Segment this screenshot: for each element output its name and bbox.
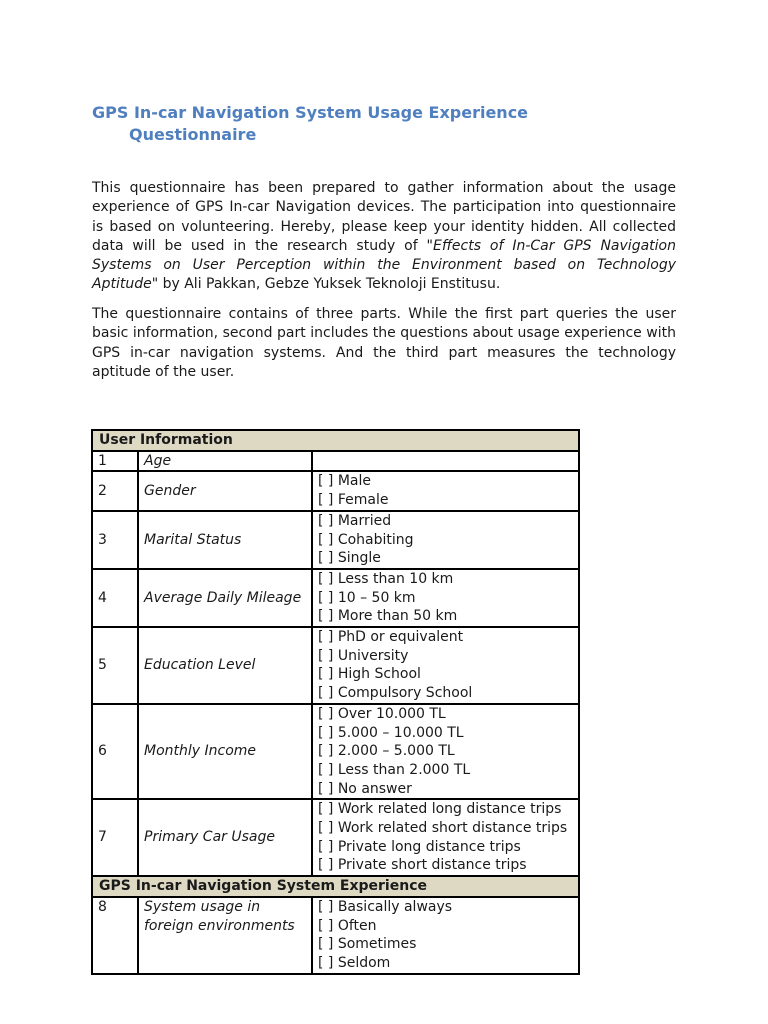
question-row (92, 451, 579, 472)
answer-options (312, 897, 579, 974)
answer-options (312, 471, 579, 510)
answer-options (312, 799, 579, 876)
answer-option-checkbox[interactable]: [ ] Over 10.000 TL (318, 705, 446, 722)
question-label: Average Daily Mileage (138, 569, 312, 627)
question-number: 2 (92, 471, 138, 510)
answer-option-checkbox[interactable]: [ ] PhD or equivalent (318, 629, 464, 646)
answer-option-checkbox[interactable]: [ ] Less than 2.000 TL (318, 761, 471, 778)
answer-option-checkbox[interactable]: [ ] Compulsory School (318, 685, 473, 702)
intro-paragraph-1 (92, 179, 676, 295)
question-label: Primary Car Usage (138, 799, 312, 876)
answer-option-checkbox[interactable]: [ ] 10 – 50 km (318, 589, 416, 606)
question-row (92, 511, 579, 569)
answer-option-checkbox[interactable]: [ ] High School (318, 666, 421, 683)
question-label: Gender (138, 471, 312, 510)
answer-option-checkbox[interactable]: [ ] Sometimes (318, 936, 417, 953)
title-line-1: GPS In-car Navigation System Usage Experience (92, 103, 529, 122)
answer-options (312, 704, 579, 800)
title-line-2: Questionnaire (129, 125, 257, 144)
question-row (92, 569, 579, 627)
question-number: 4 (92, 569, 138, 627)
answer-option-checkbox[interactable]: [ ] No answer (318, 780, 412, 797)
section-title: User Information (92, 430, 579, 451)
answer-option-checkbox[interactable]: [ ] 5.000 – 10.000 TL (318, 724, 464, 741)
question-label: Marital Status (138, 511, 312, 569)
answer-option-checkbox[interactable]: [ ] Less than 10 km (318, 570, 454, 587)
answer-option-checkbox[interactable]: [ ] Seldom (318, 954, 391, 971)
answer-options (312, 511, 579, 569)
intro-paragraph-2: The questionnaire contains of three parts. While the first part queries the user basic information, second part includes the questions about usage experience with GPS in-car navigation systems. And the third part measures the technology aptitude of the user. (92, 306, 676, 380)
question-row (92, 897, 579, 974)
question-label: Age (138, 451, 312, 472)
question-number: 8 (92, 897, 138, 974)
question-number: 3 (92, 511, 138, 569)
answer-option-checkbox[interactable]: [ ] University (318, 647, 409, 664)
answer-option-checkbox[interactable]: [ ] Male (318, 473, 371, 490)
answer-option-checkbox[interactable]: [ ] Single (318, 550, 381, 567)
question-row (92, 799, 579, 876)
intro-p1-text: This questionnaire has been prepared to gather information about the usage experience of GPS In-car Navigation devices. The participation into questionnaire is based on volunteering. Hereby, please keep your identity hidden. All collected data will be used in the research study of " (92, 180, 676, 254)
answer-option-checkbox[interactable]: [ ] Work related long distance trips (318, 801, 562, 818)
question-row (92, 704, 579, 800)
answer-option-checkbox[interactable]: [ ] Private short distance trips (318, 857, 527, 874)
question-row (92, 471, 579, 510)
answer-option-checkbox[interactable]: [ ] Female (318, 492, 389, 509)
question-label: Education Level (138, 627, 312, 704)
answer-option-checkbox[interactable]: [ ] More than 50 km (318, 608, 458, 625)
intro-p1-author: " by Ali Pakkan, Gebze Yuksek Teknoloji Enstitusu. (151, 276, 501, 293)
answer-option-checkbox[interactable]: [ ] Often (318, 917, 377, 934)
question-number: 6 (92, 704, 138, 800)
answer-option-checkbox[interactable]: [ ] Private long distance trips (318, 838, 521, 855)
answer-options (312, 451, 579, 472)
study-title: Effects of In-Car GPS Navigation Systems on User Perception within the Environment based on Technology Aptitude (92, 237, 676, 293)
questionnaire-table (91, 429, 580, 975)
answer-option-checkbox[interactable]: [ ] Cohabiting (318, 531, 414, 548)
answer-option-checkbox[interactable]: [ ] Basically always (318, 898, 453, 915)
question-row (92, 627, 579, 704)
answer-options (312, 627, 579, 704)
question-number: 5 (92, 627, 138, 704)
document-title (92, 102, 528, 146)
question-number: 1 (92, 451, 138, 472)
question-label: System usage in foreign environments (138, 897, 312, 974)
section-header-user-information (92, 430, 579, 451)
answer-option-checkbox[interactable]: [ ] Married (318, 512, 392, 529)
answer-option-checkbox[interactable]: [ ] 2.000 – 5.000 TL (318, 743, 455, 760)
question-label: Monthly Income (138, 704, 312, 800)
section-title: GPS In-car Navigation System Experience (92, 876, 579, 897)
question-number: 7 (92, 799, 138, 876)
answer-option-checkbox[interactable]: [ ] Work related short distance trips (318, 820, 568, 837)
answer-options (312, 569, 579, 627)
section-header-gps-experience (92, 876, 579, 897)
